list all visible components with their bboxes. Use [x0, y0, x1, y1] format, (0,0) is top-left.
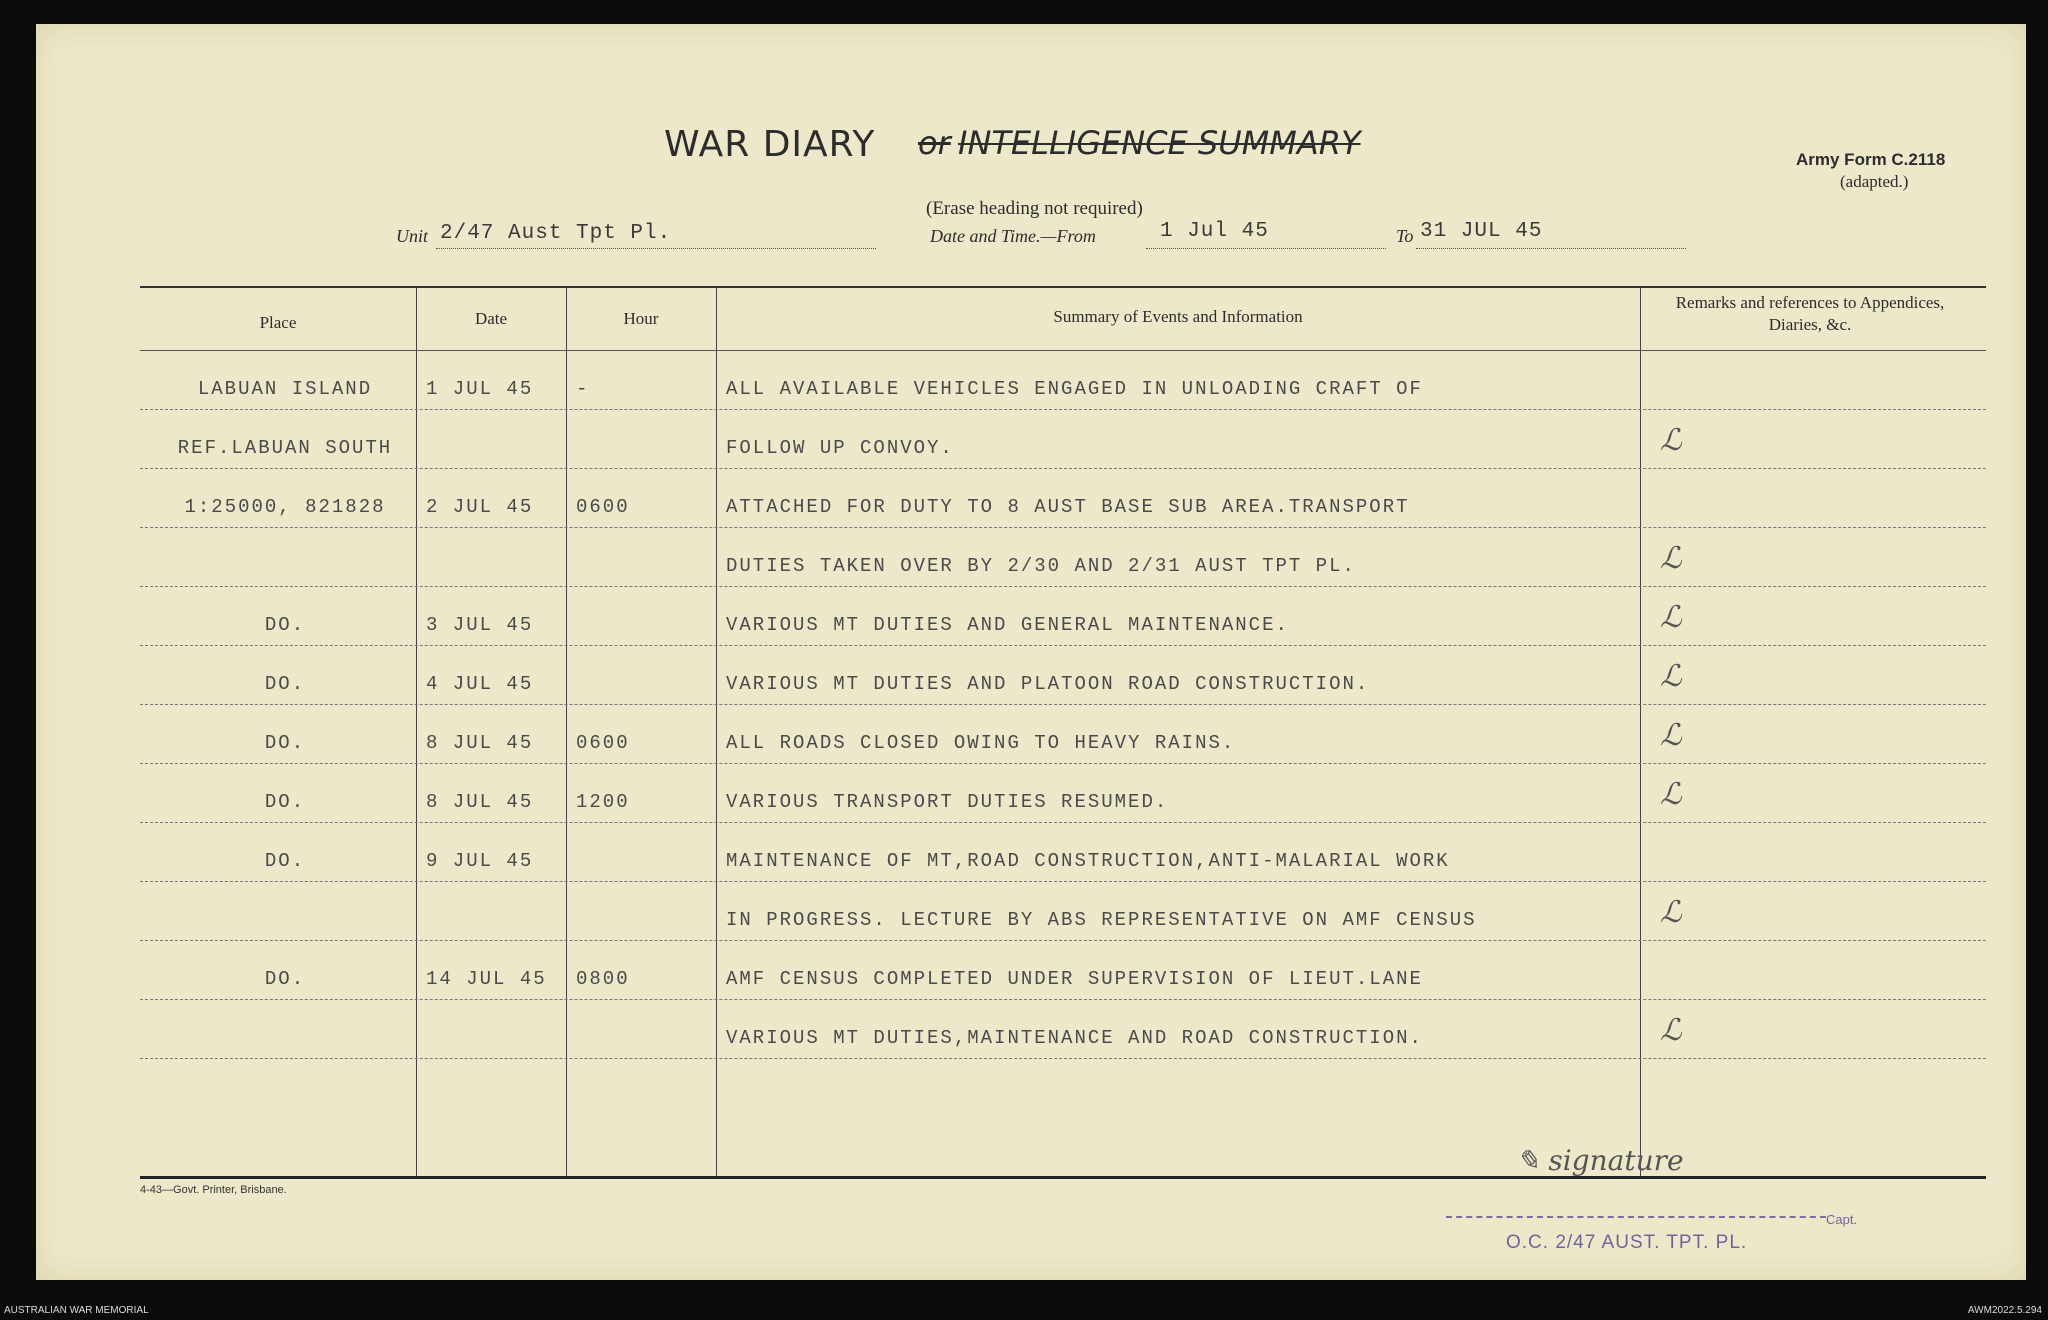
- col-divider-date: [416, 288, 417, 1176]
- col-header-remarks: Remarks and references to Appendices, Diaries, &c.: [1675, 293, 1945, 334]
- place-cell: DO.: [264, 850, 306, 872]
- row-rule: [140, 999, 1986, 1000]
- row-rule: [140, 822, 1986, 823]
- to-underline: [1416, 248, 1686, 249]
- row-rule: [140, 881, 1986, 882]
- hour-cell: 0600: [576, 732, 630, 754]
- date-cell: 8 JUL 45: [426, 732, 534, 754]
- summary-cell: IN PROGRESS. LECTURE BY ABS REPRESENTATIVE ON AMF CENSUS: [726, 909, 1477, 931]
- unit-value: 2/47 Aust Tpt Pl.: [440, 222, 672, 245]
- summary-cell: ALL ROADS CLOSED OWING TO HEAVY RAINS.: [726, 732, 1236, 754]
- hour-cell: 0600: [576, 496, 630, 518]
- col-divider-hour: [566, 288, 567, 1176]
- summary-cell: VARIOUS TRANSPORT DUTIES RESUMED.: [726, 791, 1169, 813]
- summary-cell: DUTIES TAKEN OVER BY 2/30 AND 2/31 AUST TPT PL.: [726, 555, 1356, 577]
- summary-cell: VARIOUS MT DUTIES AND PLATOON ROAD CONSTRUCTION.: [726, 673, 1370, 695]
- summary-cell: ATTACHED FOR DUTY TO 8 AUST BASE SUB AREA.TRANSPORT: [726, 496, 1410, 518]
- signature-rank: Capt.: [1826, 1212, 1858, 1227]
- date-to-label: To: [1396, 226, 1414, 246]
- col-header-place: Place: [259, 313, 297, 332]
- remarks-initial-mark: ℒ: [1660, 1013, 1682, 1048]
- col-header-summary: Summary of Events and Information: [1053, 307, 1303, 326]
- date-cell: 4 JUL 45: [426, 673, 534, 695]
- remarks-initial-mark: ℒ: [1660, 541, 1682, 576]
- adapted-note: (adapted.): [1840, 172, 1909, 191]
- unit-label: Unit: [396, 226, 429, 246]
- summary-cell: VARIOUS MT DUTIES,MAINTENANCE AND ROAD CONSTRUCTION.: [726, 1027, 1423, 1049]
- place-cell: DO.: [264, 614, 306, 636]
- title-intelligence-summary-struck: INTELLIGENCE SUMMARY: [958, 124, 1361, 162]
- date-time-from-label: Date and Time.—From: [930, 226, 1096, 246]
- row-rule: [140, 586, 1986, 587]
- summary-cell: FOLLOW UP CONVOY.: [726, 437, 954, 459]
- title-war-diary: WAR DIARY: [664, 124, 876, 165]
- place-cell: 1:25000, 821828: [184, 496, 386, 518]
- unit-stamp: O.C. 2/47 AUST. TPT. PL.: [1506, 1232, 1748, 1253]
- date-cell: 3 JUL 45: [426, 614, 534, 636]
- remarks-initial-mark: ℒ: [1660, 895, 1682, 930]
- row-rule: [140, 645, 1986, 646]
- signature-line: [1446, 1216, 1826, 1218]
- date-from-value: 1 Jul 45: [1160, 220, 1269, 243]
- unit-underline: [436, 248, 876, 249]
- commanding-officer-signature: ✎ signature: [1516, 1144, 1684, 1177]
- place-cell: REF.LABUAN SOUTH: [177, 437, 393, 459]
- date-cell: 9 JUL 45: [426, 850, 534, 872]
- date-cell: 14 JUL 45: [426, 968, 547, 990]
- diary-table: [140, 286, 1986, 1179]
- footer-accession-number: AWM2022.5.294: [1967, 1305, 2042, 1316]
- date-cell: 1 JUL 45: [426, 378, 534, 400]
- remarks-initial-mark: ℒ: [1660, 659, 1682, 694]
- remarks-initial-mark: ℒ: [1660, 423, 1682, 458]
- remarks-initial-mark: ℒ: [1660, 777, 1682, 812]
- col-header-date: Date: [474, 309, 508, 328]
- row-rule: [140, 704, 1986, 705]
- row-rule: [140, 468, 1986, 469]
- place-cell: LABUAN ISLAND: [197, 378, 373, 400]
- row-rule: [140, 763, 1986, 764]
- date-cell: 8 JUL 45: [426, 791, 534, 813]
- place-cell: DO.: [264, 732, 306, 754]
- hour-cell: 1200: [576, 791, 630, 813]
- summary-cell: MAINTENANCE OF MT,ROAD CONSTRUCTION,ANTI-MALARIAL WORK: [726, 850, 1450, 872]
- row-rule: [140, 940, 1986, 941]
- hour-cell: 0800: [576, 968, 630, 990]
- date-to-value: 31 JUL 45: [1420, 220, 1543, 243]
- place-cell: DO.: [264, 968, 306, 990]
- hour-cell: -: [576, 378, 590, 400]
- remarks-initial-mark: ℒ: [1660, 600, 1682, 635]
- title-or-struck: or: [918, 124, 951, 162]
- col-divider-remarks: [1640, 288, 1641, 1176]
- col-header-hour: Hour: [623, 309, 659, 328]
- summary-cell: AMF CENSUS COMPLETED UNDER SUPERVISION OF LIEUT.LANE: [726, 968, 1423, 990]
- row-rule: [140, 1058, 1986, 1059]
- footer-institution: AUSTRALIAN WAR MEMORIAL: [4, 1305, 149, 1316]
- summary-cell: VARIOUS MT DUTIES AND GENERAL MAINTENANCE.: [726, 614, 1289, 636]
- header-rule: [140, 350, 1986, 351]
- erase-heading-note: (Erase heading not required): [926, 198, 1143, 219]
- summary-cell: ALL AVAILABLE VEHICLES ENGAGED IN UNLOADING CRAFT OF: [726, 378, 1423, 400]
- remarks-initial-mark: ℒ: [1660, 718, 1682, 753]
- army-form-number: Army Form C.2118: [1796, 150, 1946, 169]
- date-cell: 2 JUL 45: [426, 496, 534, 518]
- row-rule: [140, 527, 1986, 528]
- from-underline: [1146, 248, 1386, 249]
- place-cell: DO.: [264, 791, 306, 813]
- row-rule: [140, 409, 1986, 410]
- place-cell: DO.: [264, 673, 306, 695]
- col-divider-summary: [716, 288, 717, 1176]
- printer-imprint: 4-43—Govt. Printer, Brisbane.: [140, 1184, 287, 1196]
- war-diary-sheet: [36, 24, 2026, 1280]
